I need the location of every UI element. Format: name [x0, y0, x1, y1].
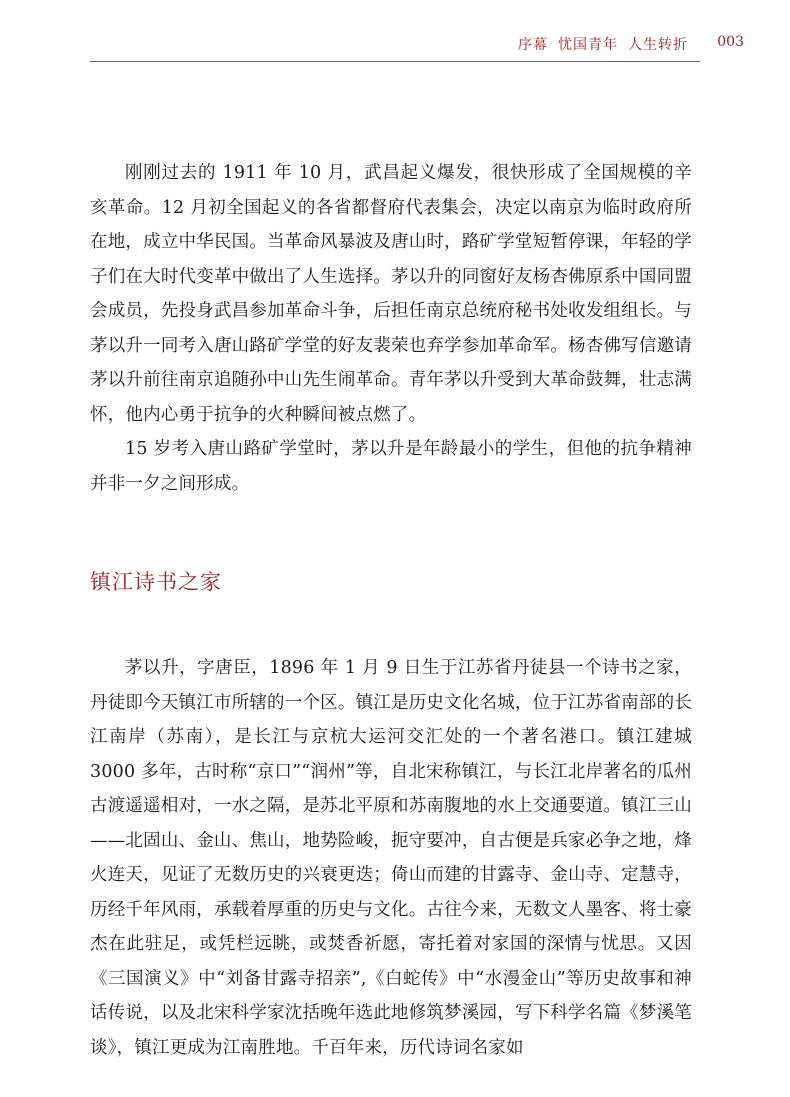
- header-title-label: 人生转折: [628, 37, 688, 53]
- paragraph: 茅以升，字唐臣，1896 年 1 月 9 日生于江苏省丹徒县一个诗书之家，丹徒即今天镇江市所辖的一个区。镇江是历史文化名城，位于江苏省南部的长江南岸（苏南），是长江与京杭大运河交汇处的一个著名港口。镇江建城 3000 多年，古时称“京口”“润州”等，自北宋称镇江，与长江北岸著名的瓜州古渡遥遥相对，一水之隔，是苏北平原和苏南腹地的水上交通要道。镇江三山——北固山、金山、焦山，地势险峻，扼守要冲，自古便是兵家必争之地，烽火连天，见证了无数历史的兴衰更迭；倚山而建的甘露寺、金山寺、定慧寺，历经千年风雨，承载着厚重的历史与文化。古往今来，无数文人墨客、将士豪杰在此驻足，或凭栏远眺，或焚香祈愿，寄托着对家国的深情与忧思。又因《三国演义》中“刘备甘露寺招亲”,《白蛇传》中“水漫金山”等历史故事和神话传说，以及北宋科学家沈括晚年选此地修筑梦溪园，写下科学名篇《梦溪笔谈》，镇江更成为江南胜地。千百年来，历代诗词名家如: [90, 658, 692, 1058]
- page-number: 003: [717, 34, 744, 50]
- header-title: [518, 34, 688, 54]
- section-heading: 镇江诗书之家: [90, 570, 222, 594]
- section-one-body: [90, 156, 692, 501]
- paragraph: 15 岁考入唐山路矿学堂时，茅以升是年龄最小的学生，但他的抗争精神并非一夕之间形成。: [90, 439, 692, 494]
- section-two-body: [90, 651, 692, 1065]
- paragraph: 刚刚过去的 1911 年 10 月，武昌起义爆发，很快形成了全国规模的辛亥革命。12 月初全国起义的各省都督府代表集会，决定以南京为临时政府所在地，成立中华民国。当革命风暴波及唐山时，路矿学堂短暂停课，年轻的学子们在大时代变革中做出了人生选择。茅以升的同窗好友杨杏佛原系中国同盟会成员，先投身武昌参加革命斗争，后担任南京总统府秘书处收发组组长。与茅以升一同考入唐山路矿学堂的好友裴荣也弃学参加革命军。杨杏佛写信邀请茅以升前往南京追随孙中山先生闹革命。青年茅以升受到大革命鼓舞，壮志满怀，他内心勇于抗争的火种瞬间被点燃了。: [90, 163, 692, 425]
- header-chapter-label: 忧国青年: [558, 37, 618, 53]
- running-header: [0, 0, 790, 60]
- header-divider: [90, 61, 700, 62]
- header-section-label: 序幕: [518, 37, 548, 53]
